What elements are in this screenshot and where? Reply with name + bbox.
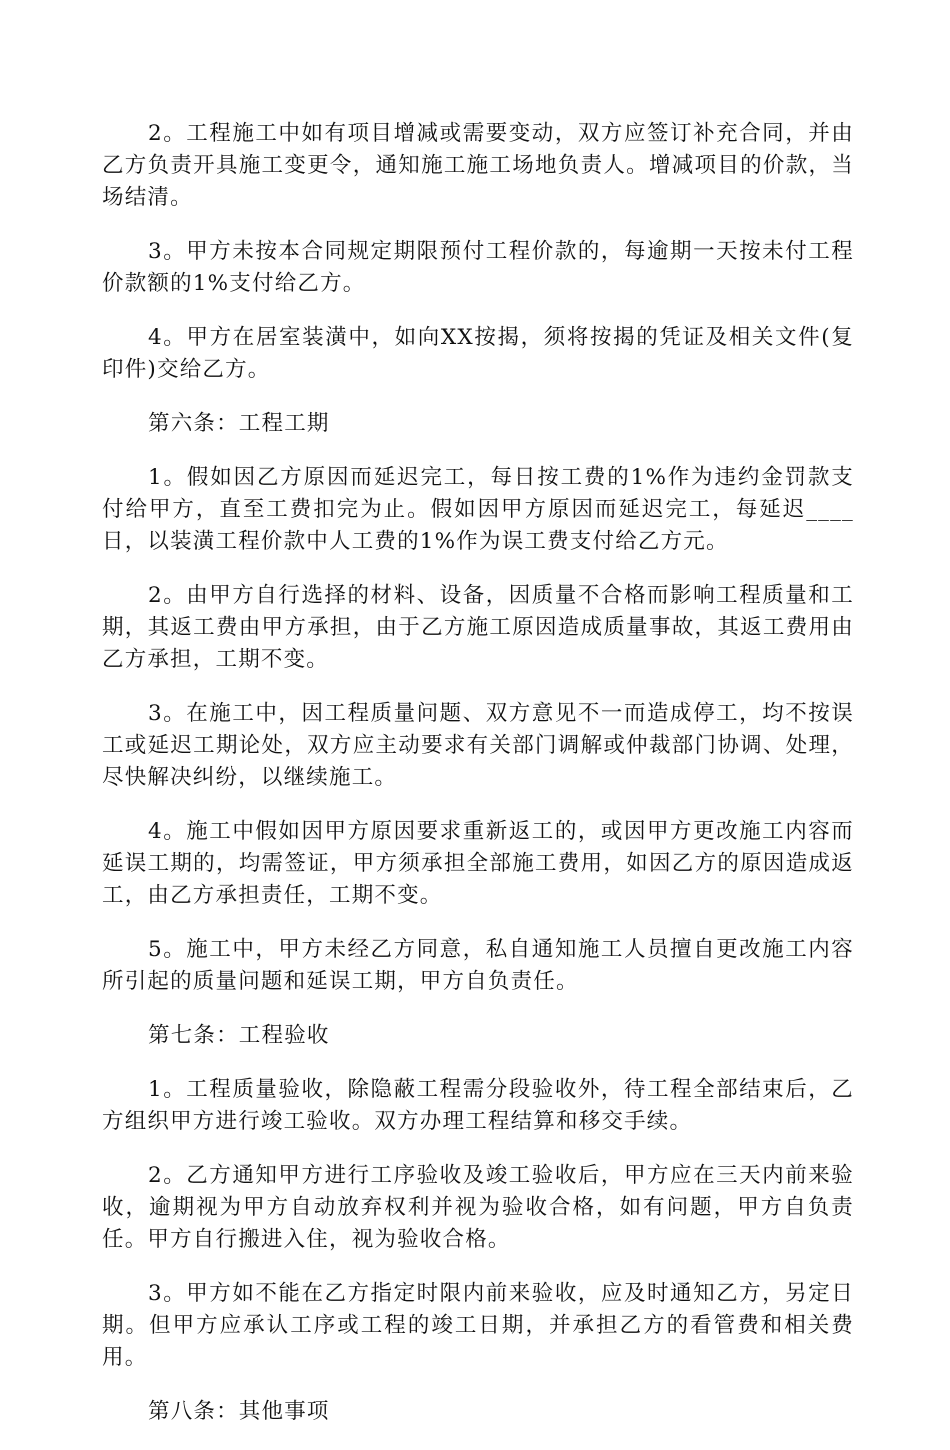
paragraph: 1。假如因乙方原因而延迟完工，每日按工费的1%作为违约金罚款支付给甲方，直至工费扣完为止。假如因甲方原因而延迟完工，每延迟____日，以装潢工程价款中人工费的1%作为误工费支付给乙方元。 xyxy=(102,465,854,554)
paragraph: 4。施工中假如因甲方原因要求重新返工的，或因甲方更改施工内容而延误工期的，均需签证，甲方须承担全部施工费用，如因乙方的原因造成返工，由乙方承担责任，工期不变。 xyxy=(102,819,854,908)
paragraph: 3。在施工中，因工程质量问题、双方意见不一而造成停工，均不按误工或延迟工期论处，双方应主动要求有关部门调解或仲裁部门协调、处理，尽快解决纠纷，以继续施工。 xyxy=(102,701,854,790)
paragraph: 3。甲方未按本合同规定期限预付工程价款的，每逾期一天按未付工程价款额的1%支付给乙方。 xyxy=(102,239,854,296)
document-body xyxy=(102,118,854,1450)
paragraph: 4。甲方在居室装潢中，如向XX按揭，须将按揭的凭证及相关文件(复印件)交给乙方。 xyxy=(102,325,854,382)
section-heading: 第八条：其他事项 xyxy=(148,1399,330,1424)
paragraph: 3。甲方如不能在乙方指定时限内前来验收，应及时通知乙方，另定日期。但甲方应承认工序或工程的竣工日期，并承担乙方的看管费和相关费用。 xyxy=(102,1281,854,1370)
paragraph: 5。施工中，甲方未经乙方同意，私自通知施工人员擅自更改施工内容所引起的质量问题和延误工期，甲方自负责任。 xyxy=(102,937,854,994)
paragraph: 2。由甲方自行选择的材料、设备，因质量不合格而影响工程质量和工期，其返工费由甲方承担，由于乙方施工原因造成质量事故，其返工费用由乙方承担，工期不变。 xyxy=(102,583,854,672)
paragraph: 1。工程质量验收，除隐蔽工程需分段验收外，待工程全部结束后，乙方组织甲方进行竣工验收。双方办理工程结算和移交手续。 xyxy=(102,1077,854,1134)
section-heading: 第六条：工程工期 xyxy=(148,411,330,436)
paragraph: 2。工程施工中如有项目增减或需要变动，双方应签订补充合同，并由乙方负责开具施工变更令，通知施工施工场地负责人。增减项目的价款，当场结清。 xyxy=(102,121,854,210)
paragraph: 2。乙方通知甲方进行工序验收及竣工验收后，甲方应在三天内前来验收，逾期视为甲方自动放弃权利并视为验收合格，如有问题，甲方自负责任。甲方自行搬进入住，视为验收合格。 xyxy=(102,1163,854,1252)
section-heading: 第七条：工程验收 xyxy=(148,1023,330,1048)
